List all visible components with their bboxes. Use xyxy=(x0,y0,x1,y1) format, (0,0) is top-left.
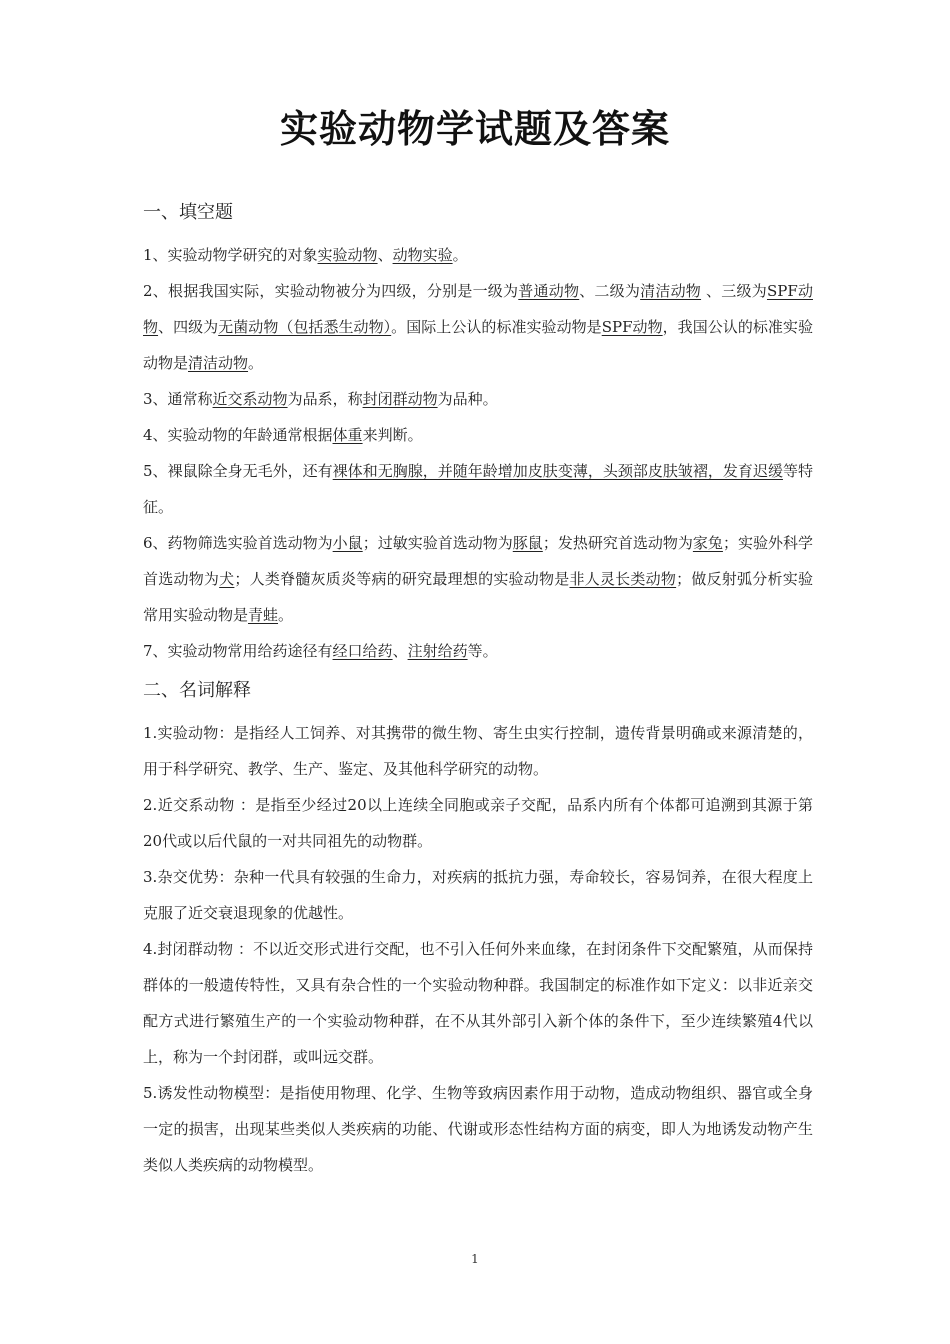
answer: 实验动物 xyxy=(317,246,378,264)
answer: SPF动物 xyxy=(601,318,663,336)
question-2: 2、根据我国实际，实验动物被分为四级，分别是一级为普通动物、二级为清洁动物 、三级为SPF动物、四级为无菌动物（包括悉生动物）。国际上公认的标准实验动物是SPF动物，我国公认的标准实验动物是清洁动物。 xyxy=(143,282,813,372)
definition-3: 3.杂交优势：杂种一代具有较强的生命力，对疾病的抵抗力强，寿命较长，容易饲养，在很大程度上克服了近交衰退现象的优越性。 xyxy=(143,868,813,922)
question-3: 3、通常称近交系动物为品系，称封闭群动物为品种。 xyxy=(143,390,498,408)
section-heading-fill-blank: 一、填空题 xyxy=(143,202,233,223)
answer: 封闭群动物 xyxy=(362,390,438,408)
answer: 普通动物 xyxy=(518,282,580,300)
definition-1: 1.实验动物：是指经人工饲养、对其携带的微生物、寄生虫实行控制，遗传背景明确或来源清楚的，用于科学研究、教学、生产、鉴定、及其他科学研究的动物。 xyxy=(143,724,813,778)
question-4: 4、实验动物的年龄通常根据体重来判断。 xyxy=(143,426,423,444)
answer: SPF动物 xyxy=(143,282,813,336)
question-1: 1、实验动物学研究的对象实验动物、动物实验。 xyxy=(143,246,468,264)
answer: 注射给药 xyxy=(407,642,468,660)
question-7: 7、实验动物常用给药途径有经口给药、注射给药等。 xyxy=(143,642,498,660)
answer: 体重 xyxy=(332,426,363,444)
definition-2: 2.近交系动物 ：是指至少经过20以上连续全同胞或亲子交配，品系内所有个体都可追溯到其源于第20代或以后代鼠的一对共同祖先的动物群。 xyxy=(143,796,813,850)
definition-5: 5.诱发性动物模型：是指使用物理、化学、生物等致病因素作用于动物，造成动物组织、器官或全身一定的损害，出现某些类似人类疾病的功能、代谢或形态性结构方面的病变，即人为地诱发动物产生类似人类疾病的动物模型。 xyxy=(143,1084,813,1174)
answer: 清洁动物 xyxy=(640,282,702,300)
answer: 小鼠 xyxy=(332,534,363,552)
question-6: 6、药物筛选实验首选动物为小鼠；过敏实验首选动物为豚鼠；发热研究首选动物为家兔；实验外科学首选动物为犬；人类脊髓灰质炎等病的研究最理想的实验动物是非人灵长类动物；做反射弧分析实验常用实验动物是青蛙。 xyxy=(143,534,813,624)
answer: 动物实验 xyxy=(392,246,453,264)
answer: 犬 xyxy=(219,570,235,588)
answer: 豚鼠 xyxy=(512,534,543,552)
answer: 家兔 xyxy=(692,534,723,552)
answer: 清洁动物 xyxy=(188,354,249,372)
answer: 近交系动物 xyxy=(212,390,288,408)
section-heading-definitions: 二、名词解释 xyxy=(143,680,251,701)
page-number: 1 xyxy=(471,1252,479,1266)
definition-4: 4.封闭群动物 ：不以近交形式进行交配，也不引入任何外来血缘，在封闭条件下交配繁殖，从而保持群体的一般遗传特性，又具有杂合性的一个实验动物种群。我国制定的标准作如下定义：以非近亲交配方式进行繁殖生产的一个实验动物种群，在不从其外部引入新个体的条件下，至少连续繁殖4代以上，称为一个封闭群，或叫远交群。 xyxy=(143,940,813,1066)
answer: 裸体和无胸腺，并随年龄增加皮肤变薄，头颈部皮肤皱褶，发育迟缓 xyxy=(332,462,783,480)
question-5: 5、裸鼠除全身无毛外，还有裸体和无胸腺，并随年龄增加皮肤变薄，头颈部皮肤皱褶，发育迟缓等特征。 xyxy=(143,462,813,516)
answer: 非人灵长类动物 xyxy=(569,570,677,588)
answer: 青蛙 xyxy=(248,606,279,624)
answer: 无菌动物（包括悉生动物） xyxy=(218,318,392,336)
answer: 经口给药 xyxy=(332,642,393,660)
document-body xyxy=(143,195,813,1183)
document-title: 实验动物学试题及答案 xyxy=(279,107,670,151)
